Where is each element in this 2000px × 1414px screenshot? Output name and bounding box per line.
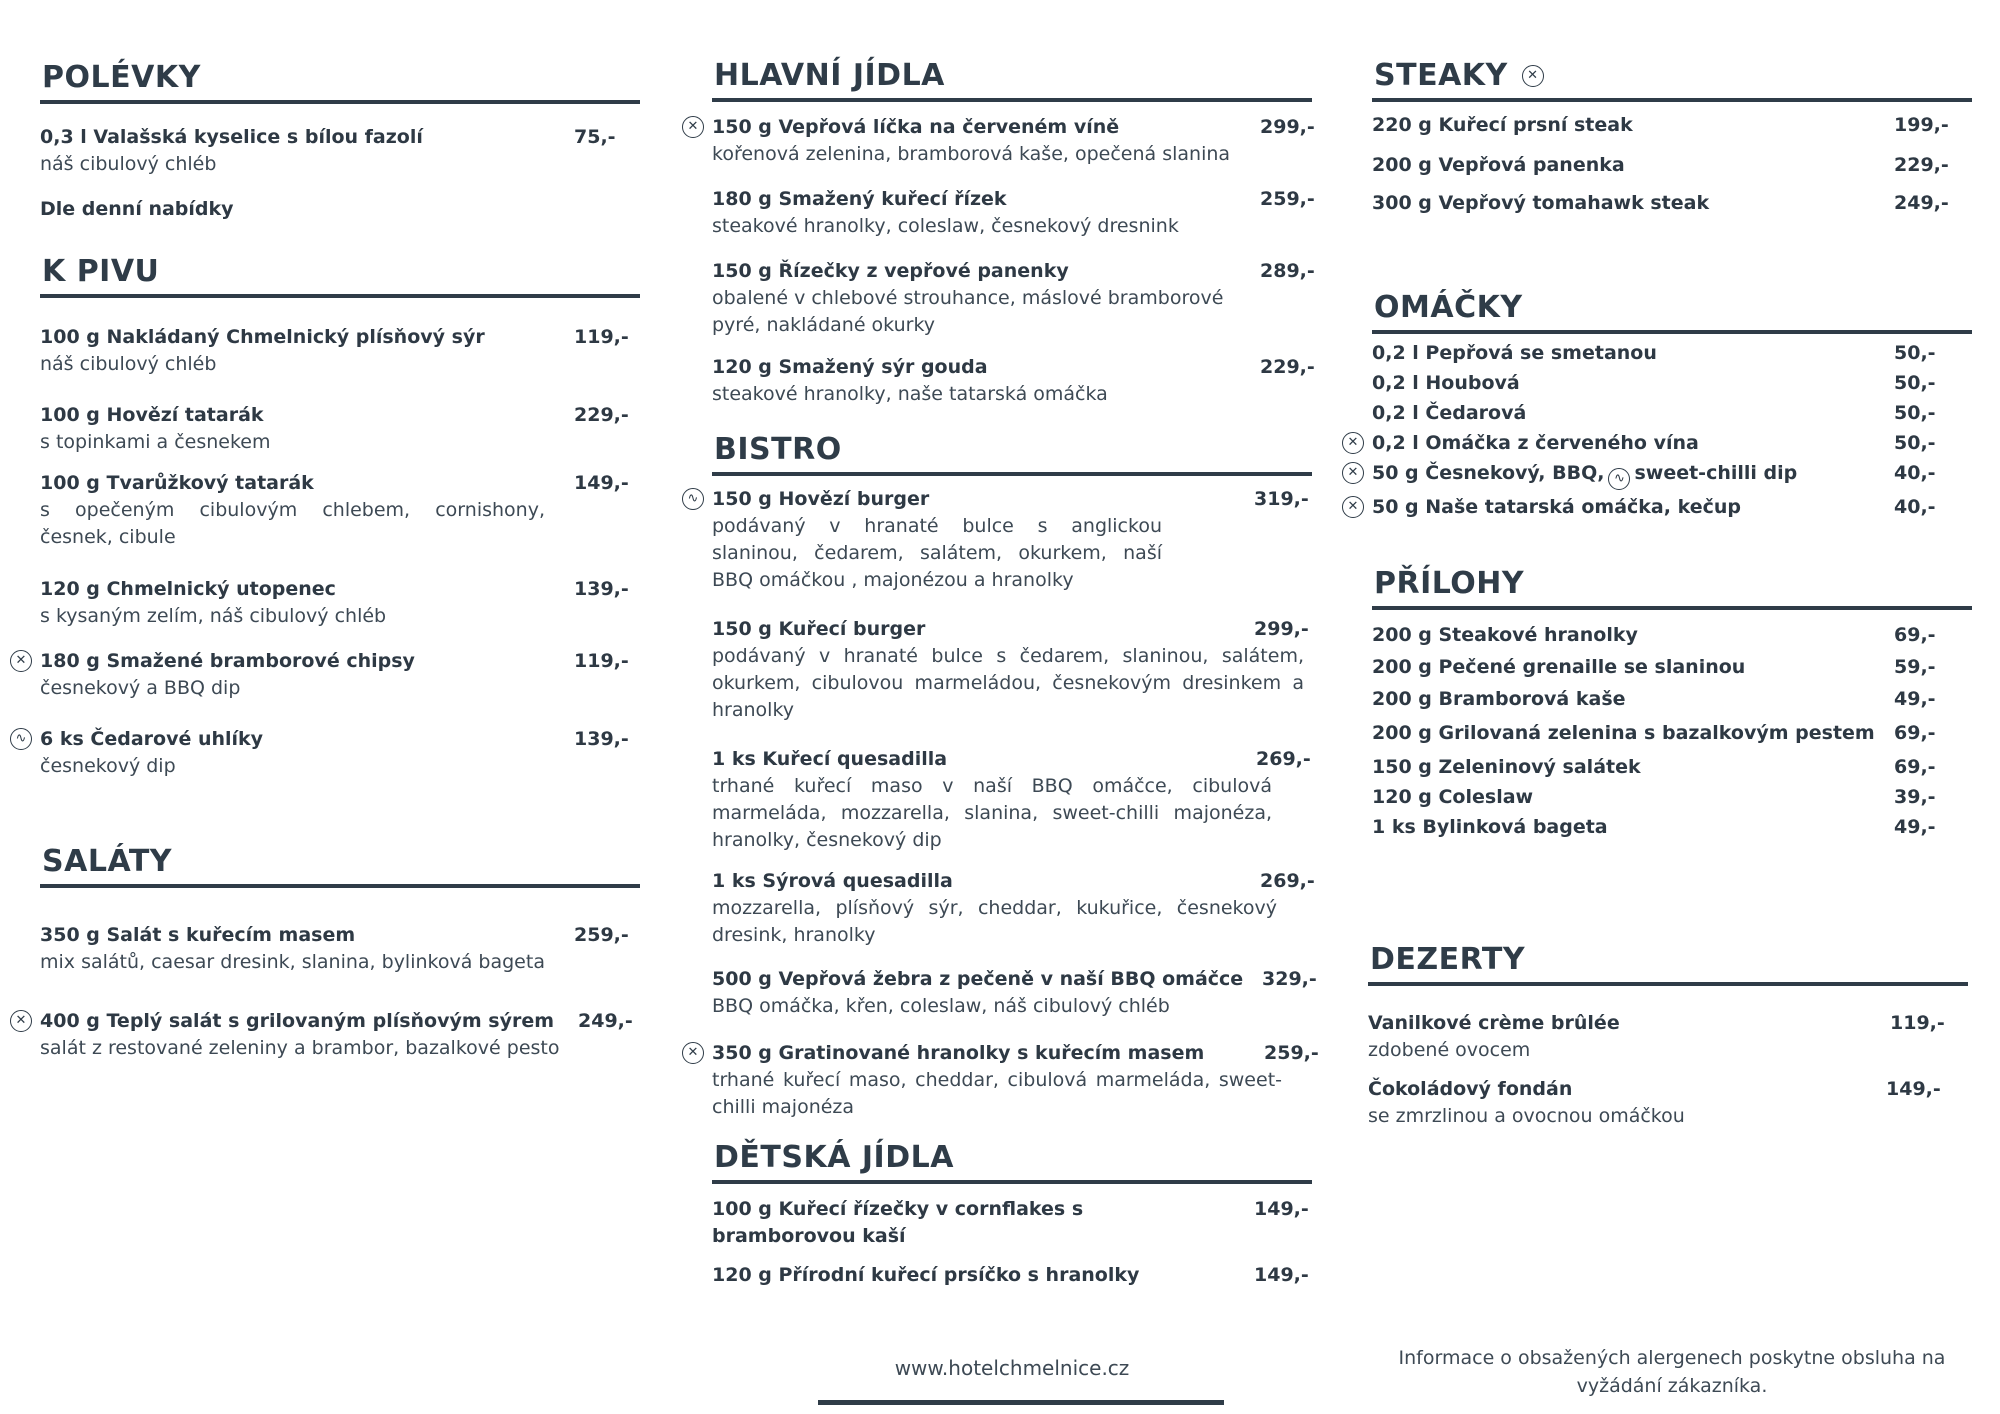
item-name: 150 g Kuřecí burger [712,618,926,640]
allergen-note: Informace o obsažených alergenech poskytne obsluha na vyžádání zákazníka. [1398,1347,1946,1397]
menu-item [1368,1010,1968,1064]
item-price: 50,- [1894,342,1936,364]
item-name: 180 g Smažené bramborové chipsy [40,650,415,672]
item-description: se zmrzlinou a ovocnou omáčkou [1368,1105,1685,1127]
item-name: 180 g Smažený kuřecí řízek [712,188,1007,210]
item-price: 119,- [574,650,629,672]
section-divider [712,98,1312,102]
item-name: 500 g Vepřová žebra z pečeně v naší BBQ omáčce [712,968,1244,990]
item-name: 100 g Tvarůžkový tatarák [40,472,314,494]
item-description: s opečeným cibulovým chlebem, cornishony, česnek, cibule [40,499,545,548]
item-price: 69,- [1894,756,1936,778]
item-name: 0,2 l Houbová [1372,372,1520,394]
menu-item [712,616,1312,724]
item-name-extra: sweet-chilli dip [1634,462,1798,484]
section-divider [712,472,1312,476]
section-title: DĚTSKÁ JÍDLA [714,1140,954,1175]
item-name: 100 g Nakládaný Chmelnický plísňový sýr [40,326,485,348]
menu-item [1372,112,1972,139]
menu-item [712,186,1315,240]
section-title: STEAKY [1374,58,1508,93]
item-price: 69,- [1894,722,1936,744]
item-price: 50,- [1894,372,1936,394]
item-description: česnekový dip [40,755,176,777]
item-description: s topinkami a česnekem [40,431,271,453]
menu-item [1372,370,1972,397]
item-name: 150 g Zeleninový salátek [1372,756,1641,778]
item-description: podávaný v hranaté bulce s čedarem, slaninou, salátem, okurkem, cibulovou marmeládou, česnekovým dresinkem a hranolky [712,645,1304,721]
item-price: 289,- [1260,260,1315,282]
item-price: 299,- [1254,618,1309,640]
item-price: 269,- [1260,870,1315,892]
item-price: 59,- [1894,656,1936,678]
menu-item [687,1040,1319,1121]
item-name: 200 g Pečené grenaille se slaninou [1372,656,1746,678]
menu-item [1372,622,1972,649]
item-description: náš cibulový chléb [40,353,217,375]
item-name: 50 g Naše tatarská omáčka, kečup [1372,496,1741,518]
item-name: 120 g Coleslaw [1372,786,1534,808]
section-divider [40,294,640,298]
menu-item [40,576,640,630]
item-name: 150 g Řízečky z vepřové panenky [712,260,1069,282]
item-name: 350 g Salát s kuřecím masem [40,924,356,946]
item-price: 229,- [1894,154,1949,176]
item-name: Čokoládový fondán [1368,1078,1573,1100]
menu-item [1347,460,1972,490]
menu-item [1372,340,1972,367]
item-price: 259,- [574,924,629,946]
item-price: 229,- [1260,356,1315,378]
menu-item [1347,494,1972,521]
item-price: 139,- [574,728,629,750]
item-price: 119,- [574,326,629,348]
grill-icon: ✕ [1342,496,1364,518]
item-price: 69,- [1894,624,1936,646]
section-title: POLÉVKY [42,60,201,95]
menu-item [1372,754,1972,781]
menu-item [1368,1076,1968,1130]
menu-item [1372,686,1972,713]
item-price: 259,- [1260,188,1315,210]
item-description: trhané kuřecí maso v naší BBQ omáčce, cibulová marmeláda, mozzarella, slanina, sweet-chilli majonéza, hranolky, česnekový dip [712,775,1272,851]
section-bistro [712,430,1312,476]
item-description: trhané kuřecí maso, cheddar, cibulová marmeláda, sweet-chilli majonéza [712,1069,1282,1118]
menu-item [15,726,640,780]
item-description: obalené v chlebové strouhance, máslové bramborové pyré, nakládané okurky [712,287,1224,336]
section-hlavni-jidla [712,56,1312,102]
menu-item [687,486,1312,594]
section-k-pivu [40,252,640,298]
item-price: 149,- [1886,1078,1941,1100]
spicy-icon: ∿ [1608,468,1630,490]
item-price: 229,- [574,404,629,426]
item-name: 100 g Kuřecí řízečky v cornflakes s bramborovou kaší [712,1198,1084,1247]
section-detska-jidla [712,1138,1312,1184]
item-price: 149,- [1254,1198,1309,1220]
section-divider [1372,606,1972,610]
item-name: 1 ks Bylinková bageta [1372,816,1608,838]
item-price: 329,- [1262,968,1317,990]
item-description: s kysaným zelím, náš cibulový chléb [40,605,387,627]
item-description: steakové hranolky, naše tatarská omáčka [712,383,1108,405]
item-description: mix salátů, caesar dresink, slanina, bylinková bageta [40,951,545,973]
item-name-row [1372,460,1972,490]
menu-item [712,966,1317,1020]
section-heading [1372,56,1972,96]
menu-item [40,402,640,456]
item-price: 50,- [1894,402,1936,424]
footer-divider [818,1400,1224,1405]
item-name: 150 g Vepřová líčka na červeném víně [712,116,1120,138]
menu-item [1372,190,1972,217]
section-prilohy [1372,564,1972,610]
item-price: 40,- [1894,462,1936,484]
item-price: 40,- [1894,496,1936,518]
section-divider [1368,982,1968,986]
item-name: Dle denní nabídky [40,198,234,220]
menu-item [1347,430,1972,457]
item-price: 269,- [1256,748,1311,770]
menu-item [40,470,640,551]
menu-item [15,1008,640,1062]
section-title: HLAVNÍ JÍDLA [714,58,945,93]
section-title: BISTRO [714,432,842,467]
item-name: 0,2 l Čedarová [1372,402,1527,424]
section-salaty [40,842,640,888]
item-name: 400 g Teplý salát s grilovaným plísňovým sýrem [40,1010,555,1032]
section-title: PŘÍLOHY [1374,566,1525,601]
section-title: SALÁTY [42,844,173,879]
item-name: 100 g Hovězí tatarák [40,404,264,426]
item-name: 120 g Přírodní kuřecí prsíčko s hranolky [712,1264,1140,1286]
menu-item [712,746,1312,854]
spicy-icon: ∿ [682,488,704,510]
menu-item [687,114,1315,168]
item-price: 249,- [578,1010,633,1032]
menu-item [40,324,640,378]
item-name: 50 g Česnekový, BBQ, [1372,462,1605,484]
menu-item [712,354,1315,408]
item-price: 299,- [1260,116,1315,138]
item-price: 259,- [1264,1042,1319,1064]
item-description: mozzarella, plísňový sýr, cheddar, kukuřice, česnekový dresink, hranolky [712,897,1277,946]
menu-item [712,1262,1312,1289]
menu-item [15,648,640,702]
website-link[interactable]: www.hotelchmelnice.cz [894,1356,1130,1380]
item-name: 6 ks Čedarové uhlíky [40,728,264,750]
section-divider [1372,98,1972,102]
item-name: 220 g Kuřecí prsní steak [1372,114,1633,136]
item-name: 120 g Smažený sýr gouda [712,356,988,378]
item-name: 200 g Bramborová kaše [1372,688,1626,710]
item-description: BBQ omáčka, křen, coleslaw, náš cibulový chléb [712,995,1170,1017]
item-description: salát z restované zeleniny a brambor, bazalkové pesto [40,1037,560,1059]
grill-icon: ✕ [682,116,704,138]
item-name: 200 g Vepřová panenka [1372,154,1625,176]
item-name: 350 g Gratinované hranolky s kuřecím masem [712,1042,1205,1064]
item-name: 0,3 l Valašská kyselice s bílou fazolí [40,126,423,148]
grill-icon: ✕ [10,1010,32,1032]
item-name: 150 g Hovězí burger [712,488,930,510]
item-name: 200 g Steakové hranolky [1372,624,1638,646]
menu-item [40,196,640,223]
item-price: 119,- [1890,1012,1945,1034]
spicy-icon: ∿ [10,728,32,750]
item-name: 0,2 l Omáčka z červeného vína [1372,432,1699,454]
menu-item [1372,720,1972,747]
item-name: 120 g Chmelnický utopenec [40,578,336,600]
menu-item [40,922,640,976]
menu-item [712,258,1315,339]
section-divider [1372,330,1972,334]
section-divider [712,1180,1312,1184]
menu-item [1372,784,1972,811]
section-divider [40,100,640,104]
section-divider [40,884,640,888]
grill-icon: ✕ [682,1042,704,1064]
menu-item [1372,400,1972,427]
menu-item [1372,814,1972,841]
item-price: 39,- [1894,786,1936,808]
item-price: 249,- [1894,192,1949,214]
item-name: 1 ks Sýrová quesadilla [712,870,953,892]
item-name: Vanilkové crème brûlée [1368,1012,1620,1034]
item-description: podávaný v hranaté bulce s anglickou slaninou, čedarem, salátem, okurkem, naší BBQ omáčkou , majonézou a hranolky [712,515,1162,591]
item-price: 149,- [574,472,629,494]
item-name: 1 ks Kuřecí quesadilla [712,748,948,770]
item-description: česnekový a BBQ dip [40,677,241,699]
section-title: OMÁČKY [1374,290,1523,325]
item-price: 199,- [1894,114,1949,136]
item-price: 49,- [1894,816,1936,838]
item-price: 149,- [1254,1264,1309,1286]
item-name: 300 g Vepřový tomahawk steak [1372,192,1710,214]
menu-item [712,868,1315,949]
item-name: 0,2 l Pepřová se smetanou [1372,342,1657,364]
section-dezerty [1368,940,1968,986]
grill-icon: ✕ [1522,65,1544,87]
item-price: 49,- [1894,688,1936,710]
section-steaky [1372,56,1972,102]
menu-item [1372,152,1972,179]
item-name: 200 g Grilovaná zelenina s bazalkovým pestem [1372,722,1875,744]
section-polevky [40,58,640,104]
item-description: steakové hranolky, coleslaw, česnekový dresnink [712,215,1179,237]
section-title: DEZERTY [1370,942,1526,977]
menu-item [1372,654,1972,681]
item-price: 75,- [574,126,616,148]
grill-icon: ✕ [10,650,32,672]
item-price: 319,- [1254,488,1309,510]
grill-icon: ✕ [1342,462,1364,484]
section-omacky [1372,288,1972,334]
item-description: zdobené ovocem [1368,1039,1531,1061]
item-description: kořenová zelenina, bramborová kaše, opečená slanina [712,143,1231,165]
menu-item [712,1196,1312,1250]
section-title: K PIVU [42,254,160,289]
grill-icon: ✕ [1342,432,1364,454]
item-price: 50,- [1894,432,1936,454]
item-price: 139,- [574,578,629,600]
item-description: náš cibulový chléb [40,153,217,175]
menu-item [40,124,640,178]
